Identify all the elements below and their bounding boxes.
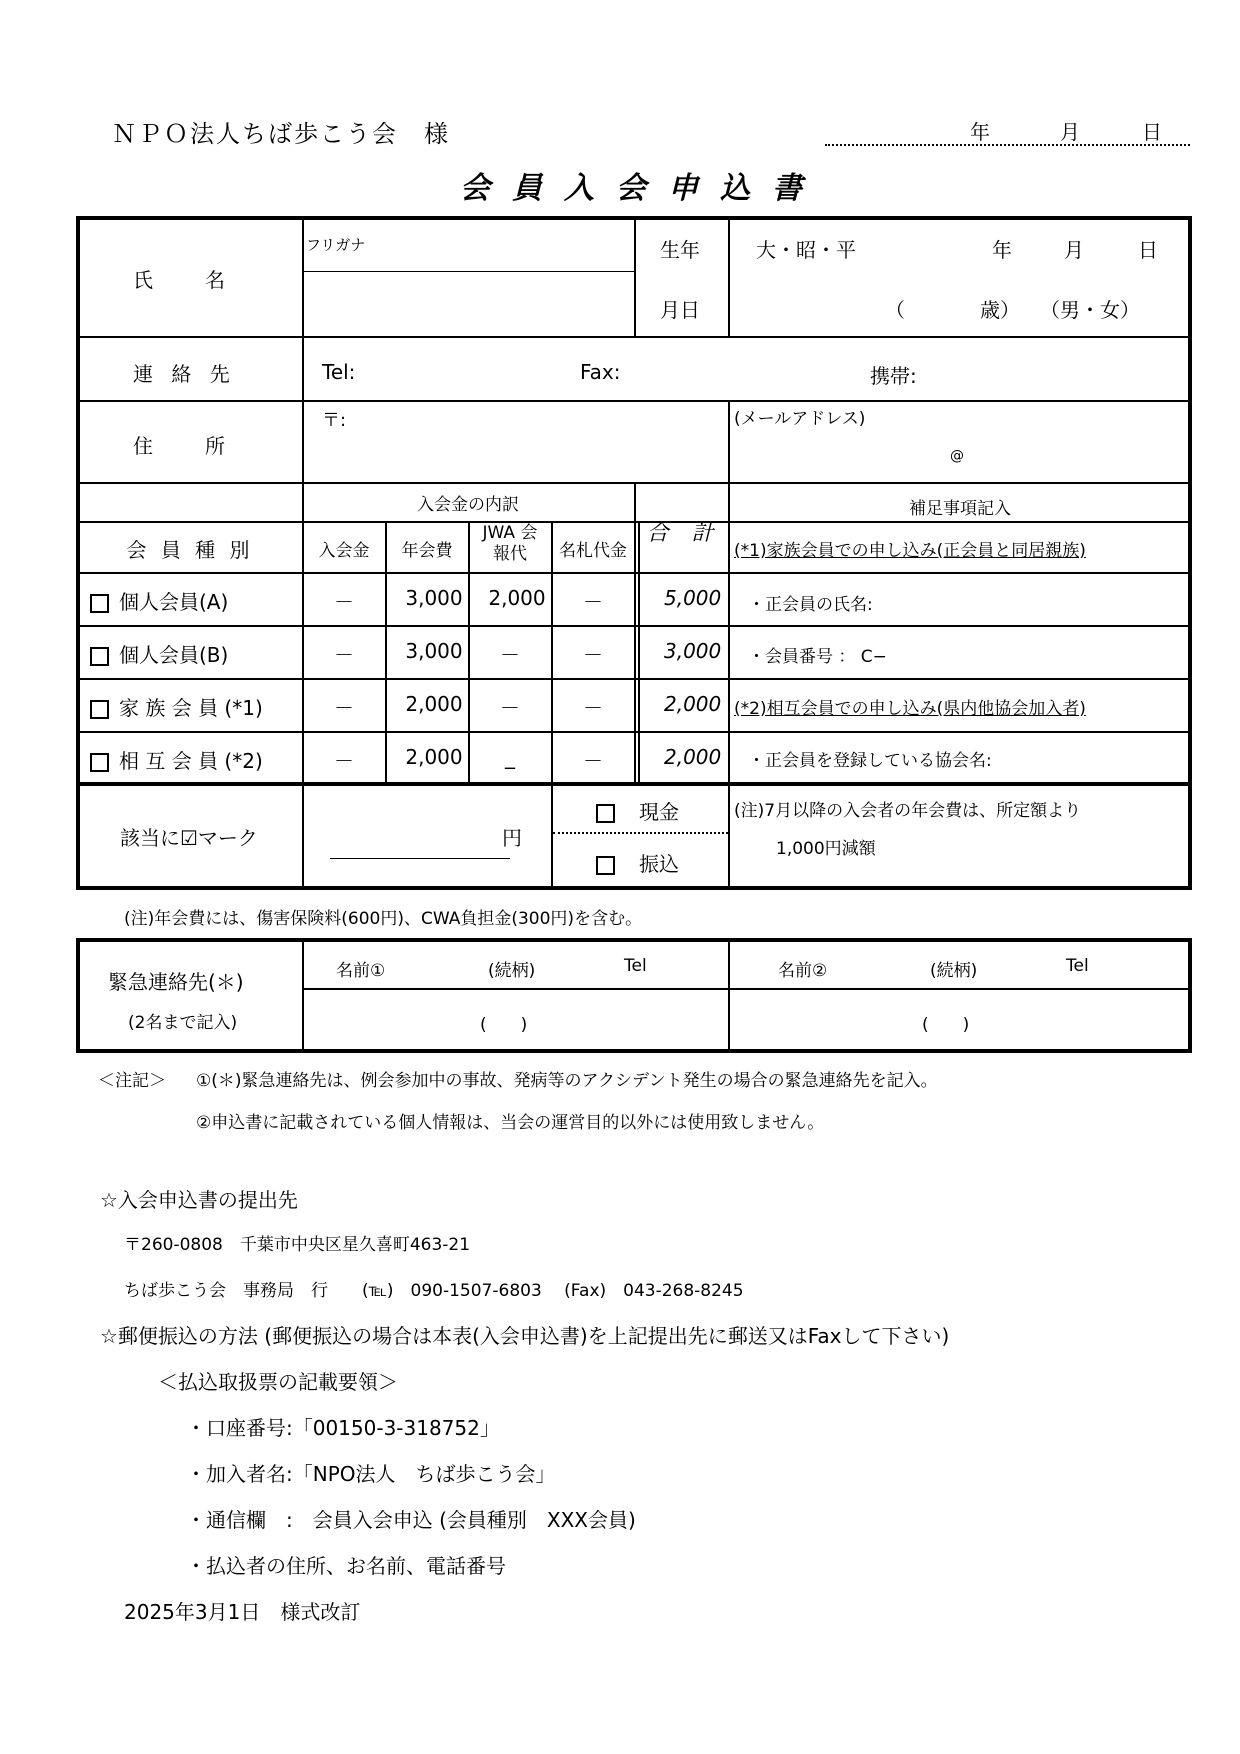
emergency-tel2-label: Tel bbox=[1066, 956, 1089, 976]
transfer-option[interactable]: 振込 bbox=[596, 848, 679, 877]
note1-member-number: ・会員番号 ： C− bbox=[748, 647, 887, 667]
revision-date: 2025年3月1日 様式改訂 bbox=[124, 1600, 361, 1624]
payment-note-line2: 1,000円減額 bbox=[776, 839, 876, 859]
account-holder: ・加入者名:「NPO法人 ちば歩こう会」 bbox=[186, 1462, 556, 1486]
birth-label-2: 月日 bbox=[660, 298, 700, 322]
col-entry-fee: 入会金 bbox=[318, 541, 370, 561]
emergency-label: 緊急連絡先(＊) bbox=[108, 970, 244, 994]
entry-fee-mutual: － bbox=[334, 749, 354, 773]
email-at-sign: @ bbox=[950, 448, 964, 464]
nametag-fee-family: － bbox=[583, 696, 603, 720]
entry-fee-a: － bbox=[334, 590, 354, 614]
member-type-a[interactable]: 個人会員(A) bbox=[90, 586, 228, 615]
checkbox-transfer[interactable] bbox=[596, 856, 615, 875]
mobile-label: 携帯: bbox=[870, 364, 917, 388]
note-line2: ②申込書に記載されている個人情報は、当会の運営目的以外には使用致しません。 bbox=[196, 1113, 825, 1133]
emergency-relation1-label: (続柄) bbox=[488, 961, 536, 981]
member-type-family[interactable]: 家 族 会 員 (*1) bbox=[90, 692, 263, 721]
annual-fee-family: 2,000 bbox=[405, 692, 463, 716]
emergency-relation2-label: (続柄) bbox=[930, 961, 978, 981]
jwa-fee-a: 2,000 bbox=[488, 586, 546, 610]
date-day-label: 日 bbox=[1142, 120, 1162, 144]
entry-fee-family: － bbox=[334, 696, 354, 720]
message-field: ・通信欄 : 会員入会申込 (会員種別 XXX会員) bbox=[186, 1508, 636, 1532]
jwa-fee-b: － bbox=[500, 643, 520, 667]
breakdown-header: 入会金の内訳 bbox=[417, 495, 519, 515]
name-input[interactable] bbox=[310, 278, 628, 332]
checkbox-b[interactable] bbox=[90, 647, 109, 666]
age-close: 歳） bbox=[980, 298, 1020, 322]
checkbox-mutual[interactable] bbox=[90, 753, 109, 772]
furigana-input[interactable] bbox=[310, 235, 628, 267]
member-type-header: 会 員 種 別 bbox=[126, 538, 254, 562]
era-options[interactable]: 大・昭・平 bbox=[756, 238, 856, 262]
name-label: 氏 名 bbox=[133, 268, 229, 292]
email-label: (メールアドレス) bbox=[734, 409, 866, 429]
annual-fee-a: 3,000 bbox=[405, 586, 463, 610]
contact-label: 連 絡 先 bbox=[133, 362, 236, 386]
annual-fee-note: (注)年会費には、傷害保険料(600円)、CWA負担金(300円)を含む。 bbox=[124, 909, 643, 929]
table-border-right bbox=[1188, 216, 1192, 890]
tel-label: Tel: bbox=[322, 360, 356, 384]
emergency-paren1: ( ) bbox=[480, 1015, 528, 1035]
note2-association: ・正会員を登録している協会名: bbox=[748, 751, 992, 771]
table-border-left bbox=[76, 216, 80, 890]
checkbox-cash[interactable] bbox=[596, 804, 615, 823]
annual-fee-mutual: 2,000 bbox=[405, 745, 463, 769]
entry-fee-b: － bbox=[334, 643, 354, 667]
emergency-tel1-label: Tel bbox=[624, 956, 647, 976]
birth-label-1: 生年 bbox=[660, 238, 700, 262]
emergency-name1-label: 名前① bbox=[336, 961, 386, 981]
date-line bbox=[825, 144, 1190, 146]
amount-input[interactable] bbox=[330, 810, 510, 844]
submission-office: ちば歩こう会 事務局 行 (℡) 090-1507-6803 (Fax) 043-268-8245 bbox=[124, 1281, 744, 1301]
slip-heading: ＜払込取扱票の記載要領＞ bbox=[158, 1370, 398, 1394]
nametag-fee-mutual: － bbox=[583, 749, 603, 773]
checkbox-family[interactable] bbox=[90, 700, 109, 719]
address-label: 住 所 bbox=[133, 434, 229, 458]
nametag-fee-a: － bbox=[583, 590, 603, 614]
payment-note-line1: (注)7月以降の入会者の年会費は、所定額より bbox=[734, 801, 1082, 821]
note2-title: (*2)相互会員での申し込み(県内他協会加入者) bbox=[734, 699, 1086, 719]
col-annual-fee: 年会費 bbox=[401, 541, 453, 561]
age-open: （ bbox=[885, 298, 905, 322]
member-type-mutual[interactable]: 相 互 会 員 (*2) bbox=[90, 745, 263, 774]
col-nametag-fee: 名札代金 bbox=[559, 541, 627, 561]
member-type-b[interactable]: 個人会員(B) bbox=[90, 639, 228, 668]
furigana-label: フリガナ bbox=[306, 236, 366, 254]
total-mutual: 2,000 bbox=[664, 745, 722, 769]
postal-label: 〒: bbox=[322, 410, 347, 431]
payer-info: ・払込者の住所、お名前、電話番号 bbox=[186, 1554, 506, 1578]
account-number: ・口座番号:「00150-3-318752」 bbox=[186, 1416, 500, 1440]
birth-month-label: 月 bbox=[1064, 238, 1084, 262]
birth-year-label: 年 bbox=[992, 238, 1012, 262]
note1-title: (*1)家族会員での申し込み(正会員と同居親族) bbox=[734, 541, 1086, 561]
note-line1: ①(＊)緊急連絡先は、例会参加中の事故、発病等のアクシデント発生の場合の緊急連絡先を記入。 bbox=[196, 1071, 938, 1091]
notes-prefix: ＜注記＞ bbox=[98, 1071, 166, 1091]
date-month-label: 月 bbox=[1060, 120, 1080, 144]
supplement-header: 補足事項記入 bbox=[909, 499, 1011, 519]
total-b: 3,000 bbox=[664, 639, 722, 663]
table-border-bottom bbox=[76, 886, 1192, 890]
form-title: 会員入会申込書 bbox=[460, 171, 824, 206]
jwa-fee-family: － bbox=[500, 696, 520, 720]
postal-transfer-heading: ☆郵便振込の方法 (郵便振込の場合は本表(入会申込書)を上記提出先に郵送又はFaxして下さい) bbox=[100, 1324, 950, 1348]
jwa-fee-mutual: _ bbox=[505, 745, 515, 769]
date-year-label: 年 bbox=[970, 120, 990, 144]
emergency-paren2: ( ) bbox=[922, 1015, 970, 1035]
annual-fee-b: 3,000 bbox=[405, 639, 463, 663]
emergency-name2-label: 名前② bbox=[778, 961, 828, 981]
col-jwa-fee: JWA 会報代 bbox=[482, 523, 538, 564]
birth-day-label: 日 bbox=[1138, 238, 1158, 262]
mark-label: 該当に☑マーク bbox=[120, 826, 258, 850]
yen-label: 円 bbox=[502, 826, 522, 850]
emergency-sublabel: (2名まで記入) bbox=[128, 1013, 238, 1033]
checkbox-a[interactable] bbox=[90, 594, 109, 613]
total-a: 5,000 bbox=[664, 586, 722, 610]
submission-address: 〒260-0808 千葉市中央区星久喜町463-21 bbox=[124, 1235, 471, 1255]
cash-option[interactable]: 現金 bbox=[596, 796, 679, 825]
nametag-fee-b: － bbox=[583, 643, 603, 667]
emergency-name1-input[interactable] bbox=[310, 992, 470, 1044]
addressee: ＮＰＯ法人ちば歩こう会 様 bbox=[112, 120, 450, 148]
total-header: 合 計 bbox=[646, 521, 722, 546]
emergency-name2-input[interactable] bbox=[740, 992, 910, 1044]
gender-options[interactable]: （男・女） bbox=[1040, 298, 1140, 322]
total-family: 2,000 bbox=[664, 692, 722, 716]
fax-label: Fax: bbox=[580, 360, 621, 384]
note1-member-name: ・正会員の氏名: bbox=[748, 595, 873, 615]
submission-heading: ☆入会申込書の提出先 bbox=[100, 1188, 298, 1212]
